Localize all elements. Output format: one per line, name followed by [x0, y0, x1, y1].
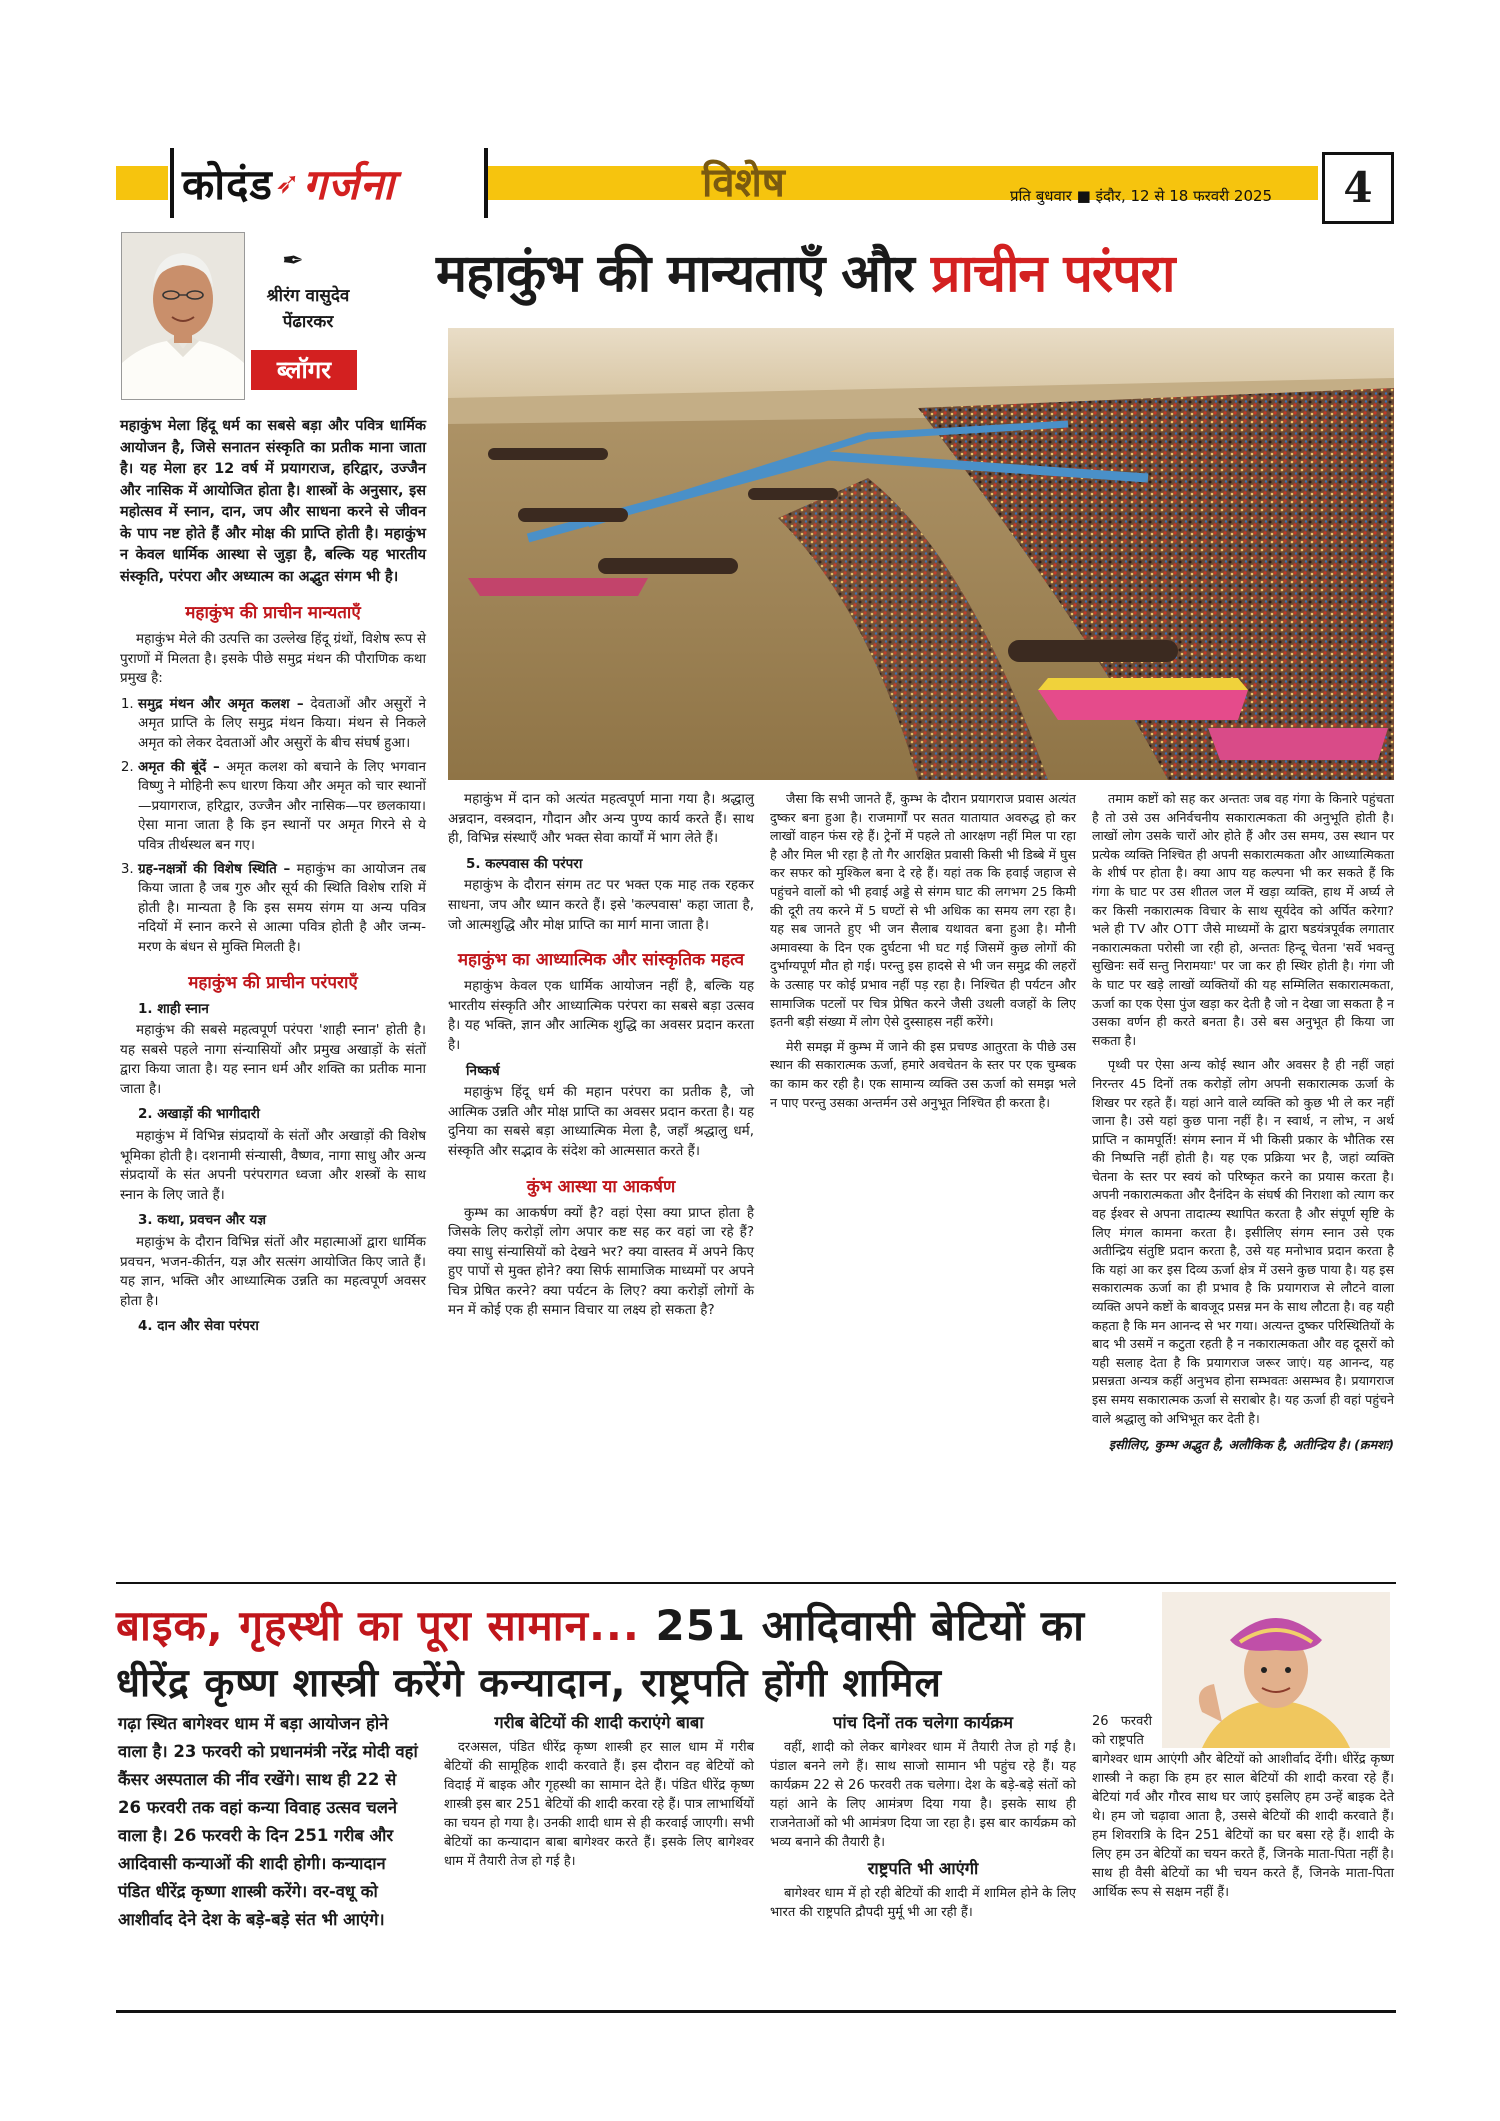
- faith-paragraph-4: तमाम कष्टों को सह कर अन्ततः जब वह गंगा के किनारे पहुंचता है तो उसे उस अनिर्वचनीय सकारात्मकता की अनुभूति होती है। लाखों लोग उसके चारों ओर होते हैं और उस समय, उस स्थान पर प्रत्येक व्यक्ति निश्चित ही अपनी सकारात्मकता और आध्यात्मिकता के शीर्ष पर होता है। क्या आप यह कल्पना भी कर सकते हैं कि गंगा के घाट पर उस शीतल जल में खड़ा व्यक्ति, हाथ में अर्घ्य ले कर किसी नकारात्मक विचार के साथ सूर्यदेव को अर्पित करेगा? भले ही TV और OTT जैसे माध्यमों के द्वारा षडयंत्रपूर्वक लगातार नकारात्मकता परोसी जा रही हो, अन्ततः हिन्दू चेतना 'सर्वे भवन्तु सुखिनः सर्वे सन्तु निरामयाः' पर जा कर ही स्थिर होती है। गंगा जी के घाट पर खड़े लाखों व्यक्तियों की यह सम्मिलित सकारात्मकता, ऊर्जा का एक ऐसा पुंज खड़ा कर देती है जो न देखा जा सकता है न उसका वर्णन ही करते बनता है। उसे बस अनुभूत ही किया जा सकता है।: [1092, 791, 1394, 1048]
- article-lead: महाकुंभ मेला हिंदू धर्म का सबसे बड़ा और पवित्र धार्मिक आयोजन है, जिसे सनातन संस्कृति का प्रतीक माना जाता है। यह मेला हर 12 वर्ष में प्रयागराज, हरिद्वार, उज्जैन और नासिक में आयोजित होता है। शास्त्रों के अनुसार, इस महोत्सव में स्नान, दान, जप और साधना करने से जीवन के पाप नष्ट होते हैं और मोक्ष की प्राप्ति होती है। महाकुंभ न केवल धार्मिक आस्था से जुड़ा है, बल्कि यह भारतीय संस्कृति, परंपरा और अध्यात्म का अद्भुत संगम भी है।: [120, 418, 426, 585]
- news-program-text: वहीं, शादी को लेकर बागेश्वर धाम में तैयारी तेज हो गई है। पंडाल बनने लगे हैं। साथ साजो सामान भी पहुंच रहे हैं। यह कार्यक्रम 22 से 26 फरवरी तक चलेगा। देश के बड़े-बड़े संतों को यहां आने के लिए आमंत्रण दिया गया है। इसके साथ ही राजनेताओं को भी आमंत्रण दिया जा रहा है। इस बार कार्यक्रम को भव्य बनाने की तैयारी है।: [770, 1740, 1076, 1850]
- beliefs-intro: महाकुंभ मेले की उत्पत्ति का उल्लेख हिंदू ग्रंथों, विशेष रूप से पुराणों में मिलता है। इसके पीछे समुद्र मंथन की पौराणिक कथा प्रमुख है:: [120, 631, 426, 687]
- tradition-title: 2. अखाड़ों की भागीदारी: [138, 1106, 260, 1123]
- conclusion-title: निष्कर्ष: [466, 1062, 500, 1079]
- section-title: विशेष: [702, 159, 785, 206]
- news-column-2: [444, 1712, 754, 1871]
- pen-icon: ✒: [282, 246, 304, 276]
- logo-text-right: गर्जना: [303, 159, 396, 209]
- logo-divider-right: [484, 148, 488, 218]
- tradition-text: महाकुंभ के दौरान विभिन्न संतों और महात्माओं द्वारा धार्मिक प्रवचन, भजन-कीर्तन, यज्ञ और सत्संग आयोजित किए जाते हैं। यह ज्ञान, भक्ति और आध्यात्मिक उन्नति का महत्वपूर्ण अवसर होता है।: [120, 1234, 426, 1309]
- subheading-ancient-traditions: महाकुंभ की प्राचीन परंपराएँ: [188, 972, 358, 993]
- news-column-3: [770, 1712, 1076, 1922]
- issue-line: प्रति बुधवार ■ इंदौर, 12 से 18 फरवरी 2025: [1010, 187, 1273, 205]
- faith-paragraph-2: जैसा कि सभी जानते हैं, कुम्भ के दौरान प्रयागराज प्रवास अत्यंत दुष्कर बना हुआ है। राजमार्गों पर सतत यातायात अवरुद्ध हो कर लाखों वाहन फंस रहे हैं। ट्रेनों में पहले तो आरक्षण नहीं मिल पा रहा है और मिल भी रहा है तो गैर आरक्षित प्रवासी किसी भी डिब्बे में घुस कर सफर को मुश्किल बना दे रहे हैं। यहां तक कि हवाई जहाज से पहुंचने वालों को भी हवाई अड्डे से संगम घाट की लगभग 25 किमी की दूरी तय करने में 5 घण्टों से भी अधिक का समय लग रहा है। यह सब जानते हुए भी जन सैलाब यथावत बना हुआ है। मौनी अमावस्या के दिन एक दुर्घटना भी घट गई जिसमें कुछ लोगों की दुर्भाग्यपूर्ण मौत हो गई। परन्तु इस हादसे से भी जन समुद्र की लहरों के उत्साह पर कोई प्रभाव नहीं पड़ रहा है। निश्चित ही पर्यटन और सामाजिक पटलों पर चित्र प्रेषित करने जैसी उथली वजहों के लिए इतनी बड़ी संख्या में लोग ऐसे दुस्साहस नहीं करेंगे।: [770, 791, 1076, 1030]
- news-headline-line2: धीरेंद्र कृष्ण शास्त्री करेंगे कन्यादान, राष्ट्रपति होंगी शामिल: [116, 1661, 942, 1706]
- tradition-text: महाकुंभ की सबसे महत्वपूर्ण परंपरा 'शाही स्नान' होती है। यह सबसे पहले नागा संन्यासियों और प्रमुख अखाड़ों के संतों द्वारा किया जाता है। यह स्नान धर्म और शक्ति का प्रतीक माना जाता है।: [120, 1022, 426, 1097]
- tradition-title: 1. शाही स्नान: [138, 1000, 209, 1017]
- news-headline-black1: 251 आदिवासी बेटियों का: [655, 1601, 1086, 1650]
- author-name-line1: श्रीरंग वासुदेव: [266, 286, 350, 306]
- subheading-ancient-beliefs: महाकुंभ की प्राचीन मान्यताएँ: [185, 603, 361, 623]
- beliefs-list: [120, 695, 426, 958]
- news-lead: गढ़ा स्थित बागेश्वर धाम में बड़ा आयोजन होने वाला है। 23 फरवरी को प्रधानमंत्री नरेंद्र मोदी वहां कैंसर अस्पताल की नींव रखेंगे। साथ ही 22 से 26 फरवरी तक वहां कन्या विवाह उत्सव चलने वाला है। 26 फरवरी के दिन 251 गरीब और आदिवासी कन्याओं की शादी होगी। कन्यादान पंडित धीरेंद्र कृष्णा शास्त्री करेंगे। वर-वधू को आशीर्वाद देने देश के बड़े-बड़े संत भी आएंगे।: [118, 1714, 418, 1929]
- section-divider: [116, 1582, 1396, 1584]
- author-name: [248, 283, 368, 335]
- belief-item: 1. समुद्र मंथन और अमृत कलश – देवताओं और असुरों ने अमृत प्राप्ति के लिए समुद्र मंथन किया। मंथन से निकले अमृत को लेकर देवताओं और असुरों के बीच संघर्ष हुआ।: [138, 695, 426, 754]
- bow-icon: ➶: [274, 165, 302, 201]
- article-column-4: [1092, 790, 1394, 1455]
- author-photo: [121, 232, 245, 400]
- news-president-text: बागेश्वर धाम में हो रही बेटियों की शादी में शामिल होने के लिए भारत की राष्ट्रपति द्रौपदी मुर्मू भी आ रही हैं।: [770, 1886, 1076, 1920]
- tradition-title: 4. दान और सेवा परंपरा: [138, 1318, 259, 1335]
- newspaper-logo: [182, 150, 395, 216]
- page-bottom-rule: [116, 2010, 1396, 2013]
- faith-paragraph-3: मेरी समझ में कुम्भ में जाने की इस प्रचण्ड आतुरता के पीछे उस स्थान की सकारात्मक ऊर्जा, हमारे अवचेतन के स्तर पर एक चुम्बक का काम कर रही है। एक सामान्य व्यक्ति उस ऊर्जा को समझ भले न पाए परन्तु उसका अन्तर्मन उसे अनुभूत निश्चित ही करता है।: [770, 1038, 1076, 1110]
- article-closing: [1092, 1436, 1394, 1455]
- conclusion-text: महाकुंभ हिंदू धर्म की महान परंपरा का प्रतीक है, जो आत्मिक उन्नति और मोक्ष प्राप्ति का अवसर प्रदान करता है। यह दुनिया का सबसे बड़ा आध्यात्मिक मेला है, जहाँ श्रद्धालु धर्म, संस्कृति और सद्भाव के संदेश को आत्मसात करते हैं।: [448, 1084, 754, 1159]
- subheading-spiritual-significance: महाकुंभ का आध्यात्मिक और सांस्कृतिक महत्व: [457, 950, 745, 971]
- article-headline: [436, 236, 1174, 307]
- closing-line: इसीलिए, कुम्भ अद्भुत है, अलौकिक है, अतीन्द्रिय है।: [1108, 1437, 1350, 1453]
- masthead-band-left: [116, 166, 176, 200]
- news-subheading-program: पांच दिनों तक चलेगा कार्यक्रम: [833, 1713, 1013, 1732]
- news-column-4: [1092, 1712, 1394, 1902]
- news-subheading-wedding: गरीब बेटियों की शादी कराएंगे बाबा: [494, 1713, 704, 1732]
- author-name-line2: पेंढारकर: [282, 312, 334, 332]
- author-role-badge: ब्लॉगर: [251, 350, 357, 390]
- faith-paragraph-1: कुम्भ का आकर्षण क्यों है? वहां ऐसा क्या प्राप्त होता है जिसके लिए करोड़ों लोग अपार कष्ट सह कर वहां जा रहे हैं? क्या साधु संन्यासियों को देखने भर? क्या वास्तव में अपने किए हुए पापों से मुक्त होने? क्या सिर्फ सामाजिक माध्यमों पर अपने चित्र प्रेषित करने? क्या पर्यटन के लिए? क्या करोड़ों लोगों के मन में कोई एक ही समान विचार या लक्ष्य हो सकता है?: [448, 1204, 754, 1319]
- news-col4-text: बागेश्वर धाम आएंगी और बेटियों को आशीर्वाद देंगी। धीरेंद्र कृष्ण शास्त्री ने कहा कि हम हर साल बेटियों की शादी करवा रहे हैं। बेटियां गर्व और गौरव साथ घर जाएं इसलिए हम उन्हें बाइक देते थे। हम जो चढ़ावा आता है, उससे बेटियों की शादी करवाते हैं। हम शिवरात्रि के दिन 251 बेटियों का घर बसा रहे हैं। शादी के लिए हम उन बेटियों का चयन करते हैं, जिनके माता-पिता नहीं है। साथ ही वैसी बेटियों का भी चयन करते हैं, जिनके माता-पिता आर्थिक रूप से सक्षम नहीं हैं।: [1092, 1752, 1394, 1900]
- tradition-text: महाकुंभ में विभिन्न संप्रदायों के संतों और अखाड़ों की विशेष भूमिका होती है। दशनामी संन्यासी, वैष्णव, नागा साधु और अन्य संप्रदायों के संत अपनी परंपरागत ध्वजा और शस्त्रों के साथ स्नान के लिए जाते हैं।: [120, 1128, 426, 1203]
- article-column-1: [120, 416, 426, 1339]
- faith-paragraph-5: पृथ्वी पर ऐसा अन्य कोई स्थान और अवसर है ही नहीं जहां निरन्तर 45 दिनों तक करोड़ों लोग अपनी सकारात्मक ऊर्जा के शिखर पर रहते हैं। यहां आने वाले व्यक्ति को कुछ भी ले कर नहीं जाना है। उसे यहां कुछ पाना नहीं है। न स्वार्थ, न लोभ, न अर्थ प्राप्ति न कामपूर्ति! संगम स्नान में भी किसी प्रकार के भौतिक रस की निष्पत्ति नहीं होती है। यह एक प्रक्रिया भर है, जहां व्यक्ति चेतना के स्तर पर स्वयं को परिष्कृत करने का प्रयास करता है। अपनी नकारात्मकता और दैनंदिन के संघर्ष की निराशा को त्याग कर वह ईश्वर से अपना तादात्म्य स्थापित करता है और संपूर्ण सृष्टि के लिए मंगल कामना करता है। इसीलिए संगम स्नान उसे एक अतीन्द्रिय संतुष्टि प्रदान करता है, उसे यह मनोभाव प्रदान करता है कि यहां आ कर इस दिव्य ऊर्जा क्षेत्र में उसने कुछ पाया है। यह इस सकारात्मक ऊर्जा का ही प्रभाव है कि प्रयागराज से लौटने वाला व्यक्ति अपने कष्टों के बावजूद प्रसन्न मन के साथ लौटता है। वह यही कहता है कि मन आनन्द से भर गया। अत्यन्त दुष्कर परिस्थितियों के बाद भी उसमें न कटुता रहती है न नकारात्मकता और वह दूसरों को यही सलाह देता है कि प्रयागराज जरूर जाएं। यह आनन्द, यह प्रसन्नता अन्यत्र कहीं अनुभव होना सम्भवतः असम्भव है। प्रयागराज इस समय सकारात्मक ऊर्जा से सराबोर है। यह ऊर्जा ही वहां पहुंचने वाले श्रद्धालु को अभिभूत कर देती है।: [1092, 1057, 1394, 1426]
- article-column-3: [770, 790, 1076, 1118]
- tradition-title: 3. कथा, प्रवचन और यज्ञ: [138, 1212, 267, 1229]
- logo-divider-left: [170, 148, 174, 218]
- subheading-faith-or-attraction: कुंभ आस्था या आकर्षण: [526, 1176, 676, 1197]
- significance-text: महाकुंभ केवल एक धार्मिक आयोजन नहीं है, बल्कि यह भारतीय संस्कृति और आध्यात्मिक परंपरा का सबसे बड़ा उत्सव है। यह भक्ति, ज्ञान और आत्मिक शुद्धि का अवसर प्रदान करता है।: [448, 978, 754, 1053]
- logo-text-left: कोदंड: [182, 159, 273, 209]
- continued-label: (क्रमशः): [1354, 1437, 1394, 1453]
- news-subheading-president: राष्ट्रपति भी आएंगी: [867, 1859, 979, 1878]
- kumbh-ghat-photo: [448, 328, 1394, 780]
- news-wedding-text: दरअसल, पंडित धीरेंद्र कृष्ण शास्त्री हर साल धाम में गरीब बेटियों की सामूहिक शादी करवाते हैं। इस दौरान वह बेटियों को विदाई में बाइक और गृहस्थी का सामान देते हैं। पंडित धीरेंद्र कृष्ण शास्त्री इस बार 251 बेटियों की शादी करवा रहे हैं। पात्र लाभार्थियों का चयन हो गया है। उनकी शादी धाम से ही करवाई जाएगी। सभी बेटियों का कन्यादान बाबा बागेश्वर करते हैं। इसके लिए बागेश्वर धाम में तैयारी तेज हो गई है।: [444, 1740, 754, 1869]
- headline-black: महाकुंभ की मान्यताएँ और: [436, 244, 914, 304]
- article-column-2: [448, 790, 754, 1327]
- tradition-text: महाकुंभ के दौरान संगम तट पर भक्त एक माह तक रहकर साधना, जप और ध्यान करते हैं। इसे 'कल्पवास' कहा जाता है, जो आत्मशुद्धि और मोक्ष प्राप्ति का मार्ग माना जाता है।: [448, 877, 754, 933]
- headline-red: प्राचीन परंपरा: [930, 244, 1175, 304]
- belief-item: 3. ग्रह-नक्षत्रों की विशेष स्थिति – महाकुंभ का आयोजन तब किया जाता है जब गुरु और सूर्य की स्थिति विशेष राशि में होती है। मान्यता है कि इस समय संगम या अन्य पवित्र नदियों में स्नान करने से आत्मा पवित्र होती है और जन्म-मरण के बंधन से मुक्ति मिलती है।: [138, 860, 426, 958]
- tradition-text: महाकुंभ में दान को अत्यंत महत्वपूर्ण माना गया है। श्रद्धालु अन्नदान, वस्त्रदान, गौदान और अन्य पुण्य कार्य करते हैं। साथ ही, विभिन्न संस्थाएँ और भक्त सेवा कार्यों में भाग लेते हैं।: [448, 791, 754, 847]
- belief-item: 2. अमृत की बूंदें – अमृत कलश को बचाने के लिए भगवान विष्णु ने मोहिनी रूप धारण किया और अमृत को चार स्थानों—प्रयागराज, हरिद्वार, उज्जैन और नासिक—पर छलकाया। ऐसा माना जाता है कि इन स्थानों पर अमृत गिरने से ये पवित्र तीर्थस्थल बन गए।: [138, 758, 426, 856]
- page-number: 4: [1322, 152, 1394, 224]
- tradition-title: 5. कल्पवास की परंपरा: [466, 855, 583, 872]
- news-col4-start: 26 फरवरी को राष्ट्रपति: [1092, 1714, 1152, 1748]
- news-headline-red: बाइक, गृहस्थी का पूरा सामान...: [116, 1601, 640, 1650]
- news-headline-line1: [116, 1598, 1146, 1654]
